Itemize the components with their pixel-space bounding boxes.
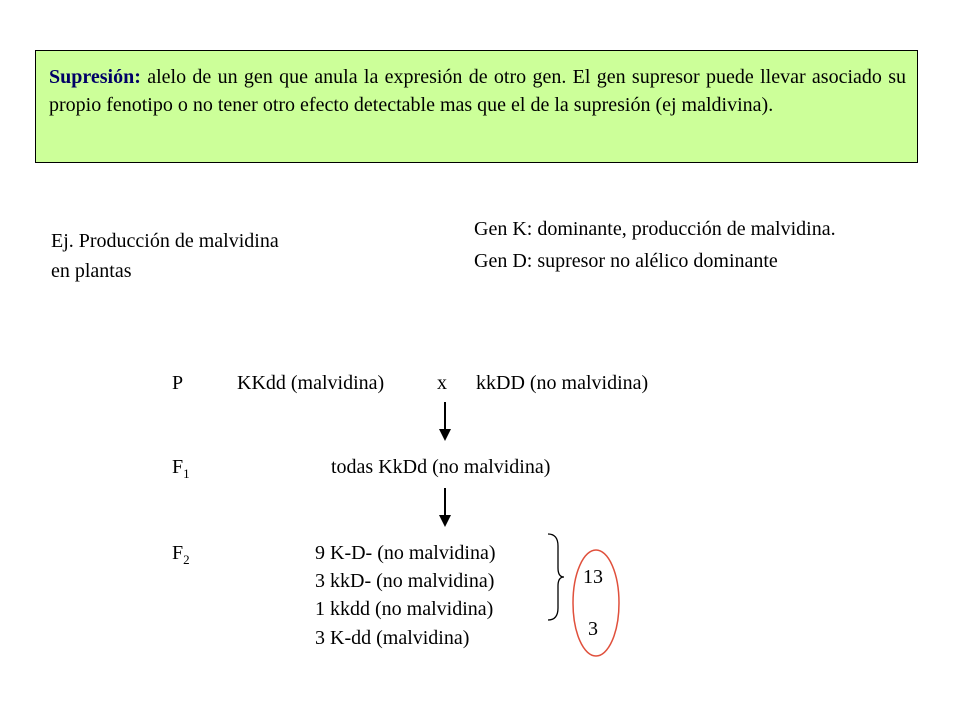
f2-label: $F_2$ xyxy=(172,542,190,567)
ratio-top: 13 xyxy=(583,566,603,588)
arrow-down-icon xyxy=(437,402,453,442)
definition-body: alelo de un gen que anula la expresión de otro gen. El gen supresor puede llevar asociado su propio fenotipo o no tener otro efecto detectable mas que el de la supresión (ej maldivina). xyxy=(49,66,906,116)
ratio-bottom: 3 xyxy=(588,618,598,640)
grouping-brace xyxy=(546,532,566,622)
f1-result: todas KkDd (no malvidina) xyxy=(331,456,551,478)
example-line-2: en plantas xyxy=(51,260,132,282)
arrow-down-icon xyxy=(437,488,453,528)
p-generation-label: P xyxy=(172,372,184,394)
f2-row: 1 kkdd (no malvidina) xyxy=(315,598,494,620)
f2-row: 3 kkD- (no malvidina) xyxy=(315,570,495,592)
gene-d-description: Gen D: supresor no alélico dominante xyxy=(474,250,778,272)
f1-label: $F_1$ xyxy=(172,456,190,481)
p-parent-2: kkDD (no malvidina) xyxy=(476,372,649,394)
definition-text xyxy=(49,63,906,119)
gene-k-description: Gen K: dominante, producción de malvidina. xyxy=(474,218,836,240)
example-line-1: Ej. Producción de malvidina xyxy=(51,230,279,252)
p-parent-1: KKdd (malvidina) xyxy=(237,372,385,394)
definition-term: Supresión: xyxy=(49,66,141,88)
f2-row: 9 K-D- (no malvidina) xyxy=(315,542,496,564)
cross-symbol: x xyxy=(437,372,447,394)
definition-box xyxy=(35,50,918,163)
f2-row: 3 K-dd (malvidina) xyxy=(315,627,470,649)
ratio-circle xyxy=(570,547,622,659)
